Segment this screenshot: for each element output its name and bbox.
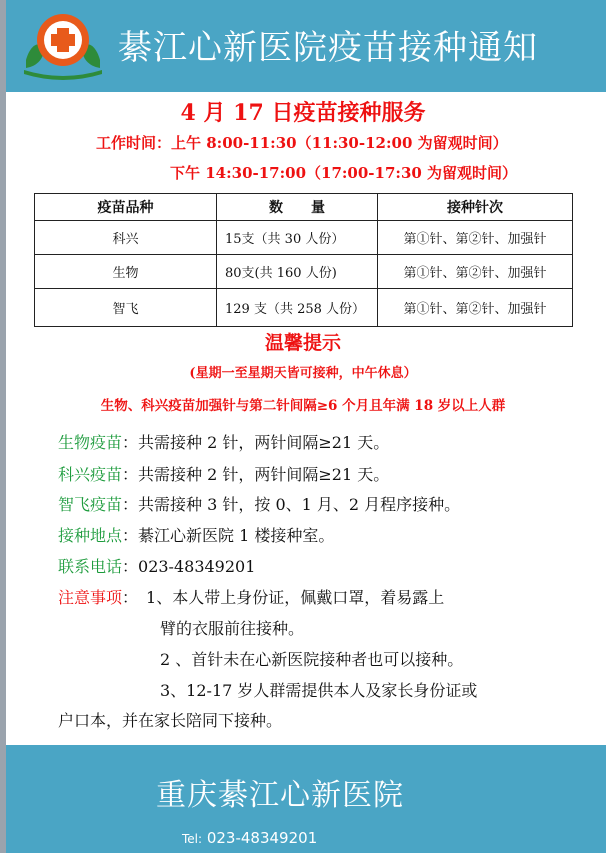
notice-line: 3、12-17 岁人群需提供本人及家长身份证或 [160,681,478,700]
info-text: ：共需接种 2 针，两针间隔≥21 天。 [122,465,390,484]
tips-title: 温馨提示 [264,332,341,354]
table-row [35,255,573,289]
footer-banner [6,745,606,853]
table-row [35,289,573,327]
booster-interval-note: 生物、科兴疫苗加强针与第二针间隔≥6 个月且年满 18 岁以上人群 [100,398,506,414]
info-label: 智飞疫苗 [58,495,123,514]
info-text: ：綦江心新医院 1 楼接种室。 [122,526,335,545]
cell-vaccine: 智飞 [35,289,217,327]
hospital-cross-logo [20,8,106,80]
info-text: ：共需接种 3 针，按 0、1 月、2 月程序接种。 [122,495,461,514]
info-notice [58,585,444,608]
cell-doses: 第①针、第②针、加强针 [378,255,573,289]
footer-tel-number: 023-48349201 [206,829,318,847]
info-label: 注意事项 [58,588,123,607]
service-title: 4 月 17 日疫苗接种服务 [180,100,426,126]
tips-subtitle: (星期一至星期天皆可接种，中午休息） [189,366,417,381]
footer-hospital-name: 重庆綦江心新医院 [156,778,404,813]
column-header-vaccine: 疫苗品种 [35,194,217,221]
cell-doses: 第①针、第②针、加强针 [378,221,573,255]
info-text: ： 1、本人带上身份证，佩戴口罩，着易露上 [122,588,445,607]
page-left-edge [0,0,6,853]
table-header-row [35,194,573,221]
notice-line: 臂的衣服前往接种。 [160,619,305,638]
info-location [58,523,334,546]
page-title: 綦江心新医院疫苗接种通知 [118,28,538,68]
cell-quantity: 129 支（共 258 人份） [217,289,378,327]
footer-phone [182,829,317,847]
info-text: ：023-48349201 [122,557,256,576]
info-label: 接种地点 [58,526,123,545]
footer-tel-label: Tel: [182,832,203,846]
cell-quantity: 15支（共 30 人份） [217,221,378,255]
notice-line: 2 、首针未在心新医院接种者也可以接种。 [160,650,464,669]
info-label: 科兴疫苗 [58,465,123,484]
working-hours-afternoon: 下午 14:30-17:00（17:00-17:30 为留观时间） [170,164,518,182]
info-shengwu [58,430,389,453]
info-label: 生物疫苗 [58,433,123,452]
notice-line: 户口本，并在家长陪同下接种。 [58,711,283,730]
table-row [35,221,573,255]
working-hours-morning: 工作时间：上午 8:00-11:30（11:30-12:00 为留观时间） [96,134,508,152]
cell-vaccine: 科兴 [35,221,217,255]
cell-vaccine: 生物 [35,255,217,289]
cell-quantity: 80支(共 160 人份) [217,255,378,289]
cell-doses: 第①针、第②针、加强针 [378,289,573,327]
vaccine-table [34,193,573,327]
info-kexing [58,462,389,485]
header-banner [6,0,606,92]
info-zhifei [58,492,460,515]
info-text: ：共需接种 2 针，两针间隔≥21 天。 [122,433,390,452]
column-header-doses: 接种针次 [378,194,573,221]
column-header-quantity: 数 量 [217,194,378,221]
info-label: 联系电话 [58,557,123,576]
info-phone [58,554,255,577]
